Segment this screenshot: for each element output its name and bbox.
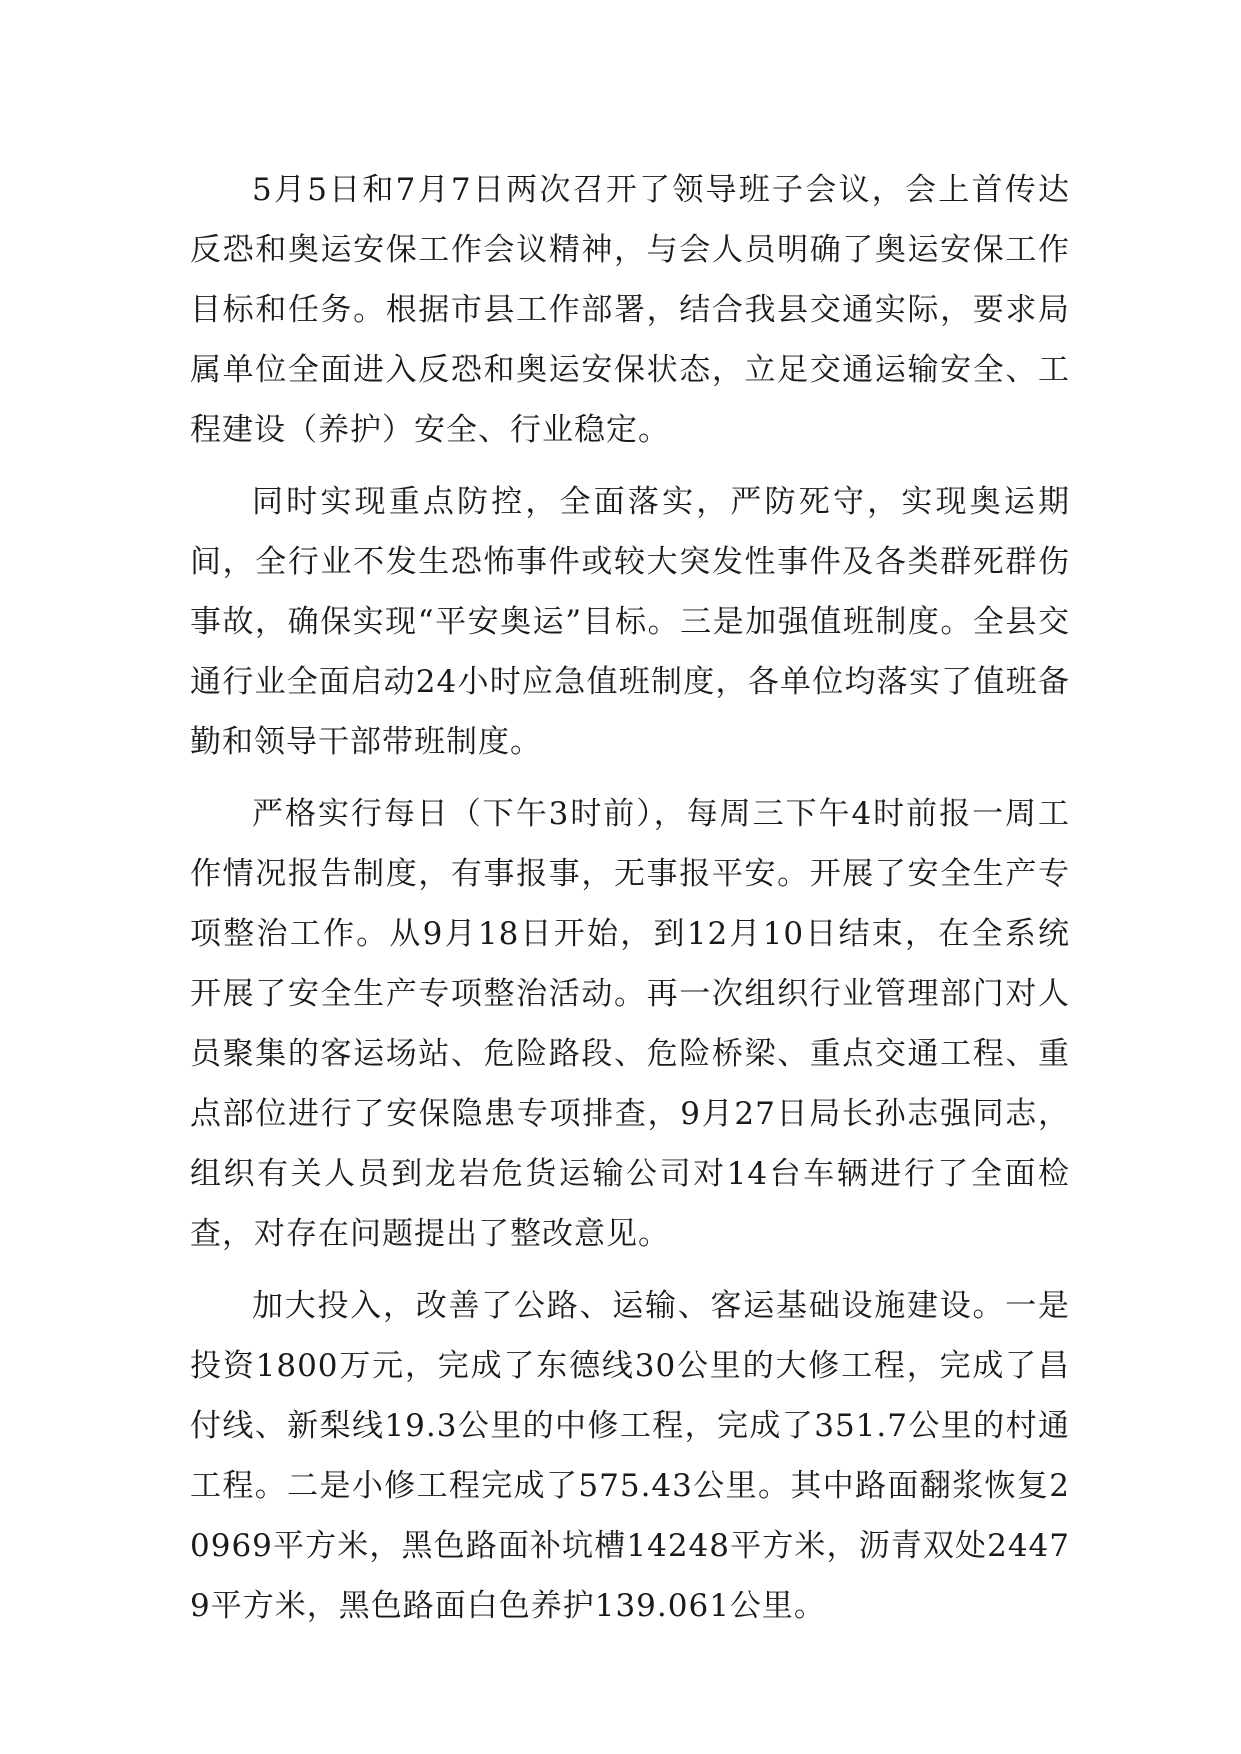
document-body [190,160,1070,1648]
paragraph-3: 严格实行每日（下午3时前），每周三下午4时前报一周工作情况报告制度，有事报事，无事报平安。开展了安全生产专项整治工作。从9月18日开始，到12月10日结束，在全系统开展了安全生产专项整治活动。再一次组织行业管理部门对人员聚集的客运场站、危险路段、危险桥梁、重点交通工程、重点部位进行了安保隐患专项排查，9月27日局长孙志强同志，组织有关人员到龙岩危货运输公司对14台车辆进行了全面检查，对存在问题提出了整改意见。 [190,796,1070,1252]
paragraph-1: 5月5日和7月7日两次召开了领导班子会议，会上首传达反恐和奥运安保工作会议精神，与会人员明确了奥运安保工作目标和任务。根据市县工作部署，结合我县交通实际，要求局属单位全面进入反恐和奥运安保状态，立足交通运输安全、工程建设（养护）安全、行业稳定。 [190,172,1070,448]
paragraph-2: 同时实现重点防控，全面落实，严防死守，实现奥运期间，全行业不发生恐怖事件或较大突发性事件及各类群死群伤事故，确保实现“平安奥运”目标。三是加强值班制度。全县交通行业全面启动24小时应急值班制度，各单位均落实了值班备勤和领导干部带班制度。 [190,484,1070,760]
paragraph-4: 加大投入，改善了公路、运输、客运基础设施建设。一是投资1800万元，完成了东德线30公里的大修工程，完成了昌付线、新梨线19.3公里的中修工程，完成了351.7公里的村通工程。二是小修工程完成了575.43公里。其中路面翻浆恢复20969平方米，黑色路面补坑槽14248平方米，沥青双处24479平方米，黑色路面白色养护139.061公里。 [190,1288,1070,1624]
